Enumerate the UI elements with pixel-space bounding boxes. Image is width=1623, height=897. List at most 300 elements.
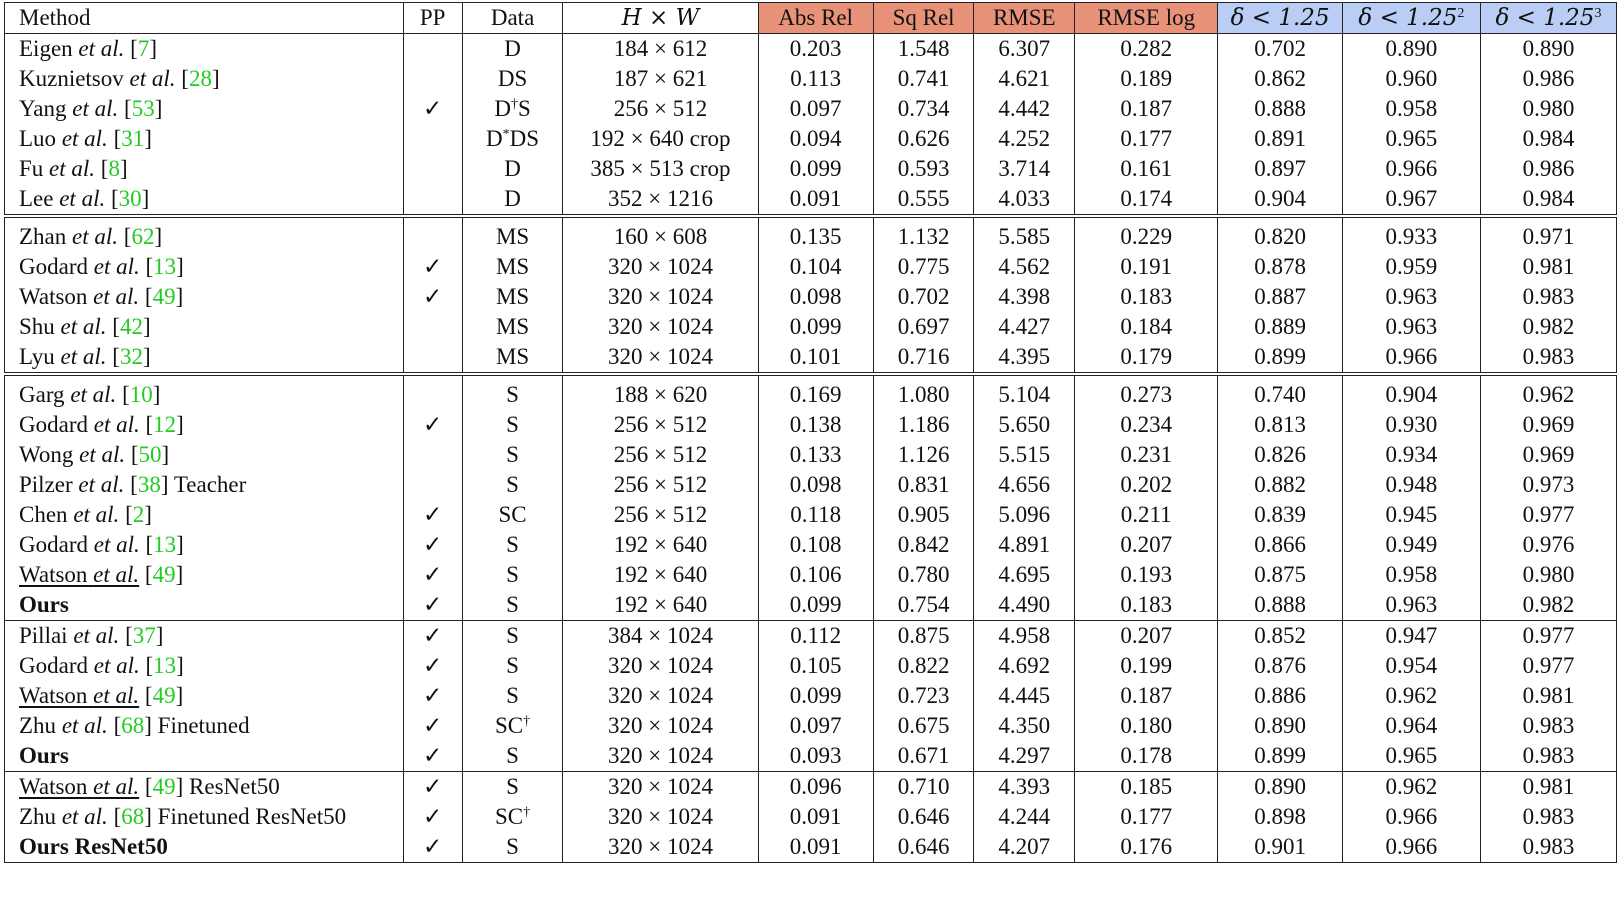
method-author — [19, 382, 116, 407]
delta1-label: δ < 1.25 — [1230, 5, 1330, 31]
sq-rel-cell: 0.754 — [873, 590, 974, 621]
et-al: et al. — [78, 472, 125, 497]
abs-rel-cell: 0.108 — [758, 530, 873, 560]
method-author — [19, 284, 139, 309]
et-al: et al. — [73, 623, 120, 648]
rmse-log-cell: 0.176 — [1075, 832, 1218, 863]
rmse-cell: 4.244 — [974, 802, 1075, 832]
method-cell: Godard et al. [12] — [5, 410, 404, 440]
citation-link[interactable]: 32 — [119, 344, 143, 369]
rmse-cell: 4.350 — [974, 711, 1075, 741]
d1-cell: 0.904 — [1218, 184, 1343, 216]
sq-rel-cell: 0.702 — [873, 282, 974, 312]
et-al: et al. — [93, 412, 140, 437]
method-name: Watson — [19, 562, 88, 587]
citation-link[interactable]: 2 — [132, 502, 145, 527]
table-row — [5, 741, 1617, 772]
abs-rel-cell: 0.099 — [758, 312, 873, 342]
d1-cell: 0.878 — [1218, 252, 1343, 282]
pp-checkmark-icon: ✓ — [403, 530, 462, 560]
data-cell: S — [462, 374, 563, 410]
d3-cell: 0.976 — [1480, 530, 1616, 560]
pp-checkmark-icon: ✓ — [403, 802, 462, 832]
d3-cell: 0.981 — [1480, 681, 1616, 711]
citation-link[interactable]: 42 — [119, 314, 143, 339]
d2-cell: 0.962 — [1342, 772, 1480, 803]
citation-link[interactable]: 8 — [108, 156, 120, 181]
d2-cell: 0.948 — [1342, 470, 1480, 500]
data-cell: S — [462, 621, 563, 652]
method-author — [19, 36, 124, 61]
pp-checkmark-icon: ✓ — [403, 681, 462, 711]
sq-rel-cell: 0.716 — [873, 342, 974, 374]
hw-cell: 320 × 1024 — [563, 681, 758, 711]
hw-cell: 256 × 512 — [563, 500, 758, 530]
rmse-cell: 4.033 — [974, 184, 1075, 216]
pp-checkmark-icon: ✓ — [403, 252, 462, 282]
method-name: Godard — [19, 412, 88, 437]
d3-cell: 0.969 — [1480, 440, 1616, 470]
rmse-log-cell: 0.211 — [1075, 500, 1218, 530]
citation-link[interactable]: 49 — [152, 683, 176, 708]
method-author — [19, 66, 176, 91]
pp-checkmark-icon — [403, 34, 462, 65]
abs-rel-cell: 0.098 — [758, 470, 873, 500]
table-row — [5, 681, 1617, 711]
et-al: et al. — [61, 713, 108, 738]
hw-cell: 385 × 513 crop — [563, 154, 758, 184]
rmse-cell: 5.650 — [974, 410, 1075, 440]
method-author — [19, 344, 107, 369]
et-al: et al. — [60, 314, 107, 339]
data-cell: D — [462, 34, 563, 65]
abs-rel-cell: 0.096 — [758, 772, 873, 803]
data-cell: SC — [462, 500, 563, 530]
citation-link[interactable]: 49 — [152, 562, 176, 587]
sq-rel-cell: 1.080 — [873, 374, 974, 410]
citation-link[interactable]: 49 — [152, 284, 176, 309]
table-row — [5, 560, 1617, 590]
method-name: Fu — [19, 156, 44, 181]
data-cell: S — [462, 440, 563, 470]
d1-cell: 0.702 — [1218, 34, 1343, 65]
citation-link[interactable]: 7 — [137, 36, 150, 61]
et-al: et al. — [93, 653, 140, 678]
sq-rel-cell: 0.741 — [873, 64, 974, 94]
method-author — [19, 224, 118, 249]
et-al: et al. — [129, 66, 176, 91]
d2-cell: 0.949 — [1342, 530, 1480, 560]
method-author — [19, 156, 95, 181]
rmse-cell: 4.695 — [974, 560, 1075, 590]
method-cell: Lee et al. [30] — [5, 184, 404, 216]
method-cell: Watson et al. [49] — [5, 282, 404, 312]
d2-cell: 0.965 — [1342, 741, 1480, 772]
hw-cell: 320 × 1024 — [563, 772, 758, 803]
d3-cell: 0.980 — [1480, 94, 1616, 124]
d3-cell: 0.983 — [1480, 282, 1616, 312]
rmse-cell: 3.714 — [974, 154, 1075, 184]
citation-link[interactable]: 12 — [153, 412, 177, 437]
method-name: Pillai — [19, 623, 68, 648]
table-row — [5, 651, 1617, 681]
method-name: Zhu — [19, 713, 57, 738]
table-row — [5, 500, 1617, 530]
method-name: Watson — [19, 284, 88, 309]
sq-rel-cell: 0.697 — [873, 312, 974, 342]
hw-cell: 320 × 1024 — [563, 741, 758, 772]
rmse-cell: 5.515 — [974, 440, 1075, 470]
data-cell: S — [462, 651, 563, 681]
delta3-exponent: 3 — [1594, 6, 1602, 21]
data-cell: S — [462, 590, 563, 621]
hw-cell: 160 × 608 — [563, 216, 758, 252]
method-author — [19, 126, 108, 151]
d3-cell: 0.977 — [1480, 500, 1616, 530]
d2-cell: 0.954 — [1342, 651, 1480, 681]
table-row — [5, 34, 1617, 65]
d1-cell: 0.875 — [1218, 560, 1343, 590]
data-cell: S — [462, 832, 563, 863]
citation-link[interactable]: 10 — [129, 382, 153, 407]
data-cell: DS — [462, 64, 563, 94]
rmse-cell: 4.427 — [974, 312, 1075, 342]
rmse-cell: 4.891 — [974, 530, 1075, 560]
data-cell: D†S — [462, 94, 563, 124]
d3-cell: 0.981 — [1480, 772, 1616, 803]
et-al: et al. — [70, 382, 117, 407]
method-cell: Godard et al. [13] — [5, 651, 404, 681]
d2-cell: 0.963 — [1342, 312, 1480, 342]
hw-cell: 188 × 620 — [563, 374, 758, 410]
d3-cell: 0.980 — [1480, 560, 1616, 590]
d2-cell: 0.963 — [1342, 282, 1480, 312]
rmse-cell: 6.307 — [974, 34, 1075, 65]
method-suffix: Finetuned ResNet50 — [151, 804, 347, 829]
method-author — [19, 314, 107, 339]
method-name: Ours — [19, 592, 69, 617]
sq-rel-cell: 0.555 — [873, 184, 974, 216]
d1-cell: 0.889 — [1218, 312, 1343, 342]
method-name: Luo — [19, 126, 57, 151]
table-row — [5, 802, 1617, 832]
table-row — [5, 312, 1617, 342]
method-author — [19, 774, 139, 799]
d2-cell: 0.960 — [1342, 64, 1480, 94]
rmse-cell: 4.656 — [974, 470, 1075, 500]
d2-cell: 0.962 — [1342, 681, 1480, 711]
abs-rel-cell: 0.118 — [758, 500, 873, 530]
method-cell: Kuznietsov et al. [28] — [5, 64, 404, 94]
rmse-cell: 4.395 — [974, 342, 1075, 374]
rmse-cell: 4.621 — [974, 64, 1075, 94]
abs-rel-cell: 0.106 — [758, 560, 873, 590]
method-name: Zhu — [19, 804, 57, 829]
d3-cell: 0.982 — [1480, 312, 1616, 342]
method-cell: Watson et al. [49] — [5, 560, 404, 590]
d1-cell: 0.876 — [1218, 651, 1343, 681]
method-cell: Yang et al. [53] — [5, 94, 404, 124]
d1-cell: 0.899 — [1218, 342, 1343, 374]
hw-cell: 256 × 512 — [563, 94, 758, 124]
data-cell: MS — [462, 216, 563, 252]
hw-cell: 192 × 640 crop — [563, 124, 758, 154]
rmse-log-cell: 0.177 — [1075, 802, 1218, 832]
citation-link[interactable]: 68 — [121, 713, 145, 738]
rmse-log-cell: 0.178 — [1075, 741, 1218, 772]
rmse-log-cell: 0.185 — [1075, 772, 1218, 803]
abs-rel-cell: 0.101 — [758, 342, 873, 374]
col-header-delta1 — [1218, 3, 1343, 34]
citation-link[interactable]: 30 — [118, 186, 142, 211]
rmse-log-cell: 0.234 — [1075, 410, 1218, 440]
data-cell: S — [462, 410, 563, 440]
d2-cell: 0.947 — [1342, 621, 1480, 652]
et-al: et al. — [73, 502, 120, 527]
abs-rel-cell: 0.099 — [758, 681, 873, 711]
table-row — [5, 216, 1617, 252]
d1-cell: 0.882 — [1218, 470, 1343, 500]
method-name: Godard — [19, 653, 88, 678]
d3-cell: 0.983 — [1480, 342, 1616, 374]
rmse-cell: 4.393 — [974, 772, 1075, 803]
method-name: Shu — [19, 314, 55, 339]
abs-rel-cell: 0.098 — [758, 282, 873, 312]
citation-link[interactable]: 49 — [152, 774, 176, 799]
pp-checkmark-icon: ✓ — [403, 772, 462, 803]
citation-link[interactable]: 13 — [153, 532, 177, 557]
table-row — [5, 832, 1617, 863]
rmse-log-cell: 0.187 — [1075, 94, 1218, 124]
citation-link[interactable]: 13 — [153, 653, 177, 678]
rmse-log-cell: 0.187 — [1075, 681, 1218, 711]
citation-link[interactable]: 62 — [131, 224, 155, 249]
method-cell: Pilzer et al. [38] Teacher — [5, 470, 404, 500]
abs-rel-cell: 0.112 — [758, 621, 873, 652]
sq-rel-cell: 0.831 — [873, 470, 974, 500]
method-author — [19, 713, 108, 738]
abs-rel-cell: 0.169 — [758, 374, 873, 410]
abs-rel-cell: 0.091 — [758, 184, 873, 216]
table-row — [5, 772, 1617, 803]
method-suffix: Teacher — [168, 472, 247, 497]
results-body — [5, 34, 1617, 863]
rmse-log-cell: 0.199 — [1075, 651, 1218, 681]
method-name: Zhan — [19, 224, 67, 249]
rmse-log-cell: 0.207 — [1075, 530, 1218, 560]
data-cell: S — [462, 681, 563, 711]
method-cell: Zhan et al. [62] — [5, 216, 404, 252]
pp-checkmark-icon — [403, 154, 462, 184]
data-cell: D — [462, 184, 563, 216]
abs-rel-cell: 0.113 — [758, 64, 873, 94]
rmse-log-cell: 0.183 — [1075, 590, 1218, 621]
rmse-cell: 4.398 — [974, 282, 1075, 312]
citation-link[interactable]: 68 — [121, 804, 145, 829]
et-al: et al. — [79, 442, 126, 467]
rmse-cell: 5.096 — [974, 500, 1075, 530]
method-suffix: Finetuned — [151, 713, 250, 738]
d2-cell: 0.958 — [1342, 94, 1480, 124]
table-row — [5, 711, 1617, 741]
rmse-log-cell: 0.180 — [1075, 711, 1218, 741]
abs-rel-cell: 0.203 — [758, 34, 873, 65]
table-row — [5, 621, 1617, 652]
d1-cell: 0.887 — [1218, 282, 1343, 312]
rmse-cell: 4.207 — [974, 832, 1075, 863]
pp-checkmark-icon: ✓ — [403, 590, 462, 621]
method-author — [19, 804, 108, 829]
et-al: et al. — [93, 254, 140, 279]
col-header-hw: H × W — [563, 3, 758, 34]
citation-link[interactable]: 31 — [121, 126, 145, 151]
method-name: Kuznietsov — [19, 66, 124, 91]
d3-cell: 0.983 — [1480, 711, 1616, 741]
citation-link[interactable]: 28 — [188, 66, 212, 91]
citation-link[interactable]: 50 — [138, 442, 162, 467]
d2-cell: 0.967 — [1342, 184, 1480, 216]
hw-cell: 256 × 512 — [563, 440, 758, 470]
data-cell: MS — [462, 342, 563, 374]
et-al: et al. — [61, 804, 108, 829]
col-header-method: Method — [5, 3, 404, 34]
abs-rel-cell: 0.094 — [758, 124, 873, 154]
table-row — [5, 374, 1617, 410]
method-cell: Pillai et al. [37] — [5, 621, 404, 652]
et-al: et al. — [49, 156, 96, 181]
sq-rel-cell: 0.734 — [873, 94, 974, 124]
abs-rel-cell: 0.091 — [758, 802, 873, 832]
col-header-pp: PP — [403, 3, 462, 34]
pp-checkmark-icon — [403, 216, 462, 252]
sq-rel-cell: 1.548 — [873, 34, 974, 65]
table-row — [5, 440, 1617, 470]
hw-cell: 187 × 621 — [563, 64, 758, 94]
method-name: Ours ResNet50 — [19, 834, 168, 859]
col-header-sq-rel: Sq Rel — [873, 3, 974, 34]
pp-checkmark-icon: ✓ — [403, 711, 462, 741]
method-cell: Godard et al. [13] — [5, 530, 404, 560]
method-cell: Godard et al. [13] — [5, 252, 404, 282]
data-cell: MS — [462, 252, 563, 282]
pp-checkmark-icon — [403, 470, 462, 500]
method-author — [19, 653, 140, 678]
method-name: Chen — [19, 502, 68, 527]
data-cell: SC† — [462, 711, 563, 741]
method-cell: Wong et al. [50] — [5, 440, 404, 470]
data-cell: S — [462, 530, 563, 560]
d3-cell: 0.977 — [1480, 621, 1616, 652]
sq-rel-cell: 0.875 — [873, 621, 974, 652]
d2-cell: 0.966 — [1342, 802, 1480, 832]
rmse-log-cell: 0.193 — [1075, 560, 1218, 590]
sq-rel-cell: 0.626 — [873, 124, 974, 154]
d3-cell: 0.983 — [1480, 832, 1616, 863]
citation-link[interactable]: 53 — [131, 96, 155, 121]
hw-cell: 320 × 1024 — [563, 342, 758, 374]
rmse-log-cell: 0.174 — [1075, 184, 1218, 216]
data-cell: S — [462, 560, 563, 590]
rmse-cell: 4.445 — [974, 681, 1075, 711]
pp-checkmark-icon: ✓ — [403, 282, 462, 312]
hw-cell: 192 × 640 — [563, 530, 758, 560]
method-name: Ours — [19, 743, 69, 768]
method-author — [19, 532, 140, 557]
d3-cell: 0.984 — [1480, 124, 1616, 154]
hw-cell: 320 × 1024 — [563, 832, 758, 863]
d1-cell: 0.866 — [1218, 530, 1343, 560]
d1-cell: 0.899 — [1218, 741, 1343, 772]
hw-cell: 192 × 640 — [563, 590, 758, 621]
rmse-cell: 4.958 — [974, 621, 1075, 652]
method-cell — [5, 832, 404, 863]
sq-rel-cell: 0.675 — [873, 711, 974, 741]
rmse-cell: 5.104 — [974, 374, 1075, 410]
pp-checkmark-icon — [403, 184, 462, 216]
method-author — [19, 623, 119, 648]
citation-link[interactable]: 38 — [137, 472, 161, 497]
method-author — [19, 502, 119, 527]
citation-link[interactable]: 13 — [153, 254, 177, 279]
d2-cell: 0.964 — [1342, 711, 1480, 741]
method-name: Godard — [19, 532, 88, 557]
et-al: et al. — [93, 683, 140, 708]
pp-checkmark-icon: ✓ — [403, 410, 462, 440]
d2-cell: 0.966 — [1342, 154, 1480, 184]
data-cell: S — [462, 741, 563, 772]
method-cell: Zhu et al. [68] Finetuned — [5, 711, 404, 741]
table-row — [5, 184, 1617, 216]
d1-cell: 0.891 — [1218, 124, 1343, 154]
et-al: et al. — [93, 774, 140, 799]
citation-link[interactable]: 37 — [132, 623, 156, 648]
pp-checkmark-icon: ✓ — [403, 560, 462, 590]
d2-cell: 0.945 — [1342, 500, 1480, 530]
delta2-label: δ < 1.25 — [1358, 5, 1458, 31]
method-author — [19, 683, 139, 708]
method-cell: Fu et al. [8] — [5, 154, 404, 184]
hw-cell: 320 × 1024 — [563, 651, 758, 681]
d3-cell: 0.981 — [1480, 252, 1616, 282]
d3-cell: 0.986 — [1480, 154, 1616, 184]
table-row — [5, 64, 1617, 94]
et-al: et al. — [72, 96, 119, 121]
d3-cell: 0.982 — [1480, 590, 1616, 621]
d1-cell: 0.740 — [1218, 374, 1343, 410]
d1-cell: 0.862 — [1218, 64, 1343, 94]
method-cell — [5, 741, 404, 772]
sq-rel-cell: 0.646 — [873, 832, 974, 863]
rmse-cell: 4.692 — [974, 651, 1075, 681]
table-row — [5, 470, 1617, 500]
method-name: Eigen — [19, 36, 73, 61]
abs-rel-cell: 0.104 — [758, 252, 873, 282]
data-cell: S — [462, 470, 563, 500]
table-row — [5, 252, 1617, 282]
et-al: et al. — [61, 126, 108, 151]
method-cell: Watson et al. [49] — [5, 681, 404, 711]
sq-rel-cell: 0.723 — [873, 681, 974, 711]
d1-cell: 0.901 — [1218, 832, 1343, 863]
d1-cell: 0.897 — [1218, 154, 1343, 184]
d2-cell: 0.904 — [1342, 374, 1480, 410]
sq-rel-cell: 0.710 — [873, 772, 974, 803]
method-suffix: ResNet50 — [183, 774, 280, 799]
header-row — [5, 3, 1617, 34]
et-al: et al. — [60, 344, 107, 369]
hw-cell: 320 × 1024 — [563, 252, 758, 282]
pp-checkmark-icon: ✓ — [403, 741, 462, 772]
